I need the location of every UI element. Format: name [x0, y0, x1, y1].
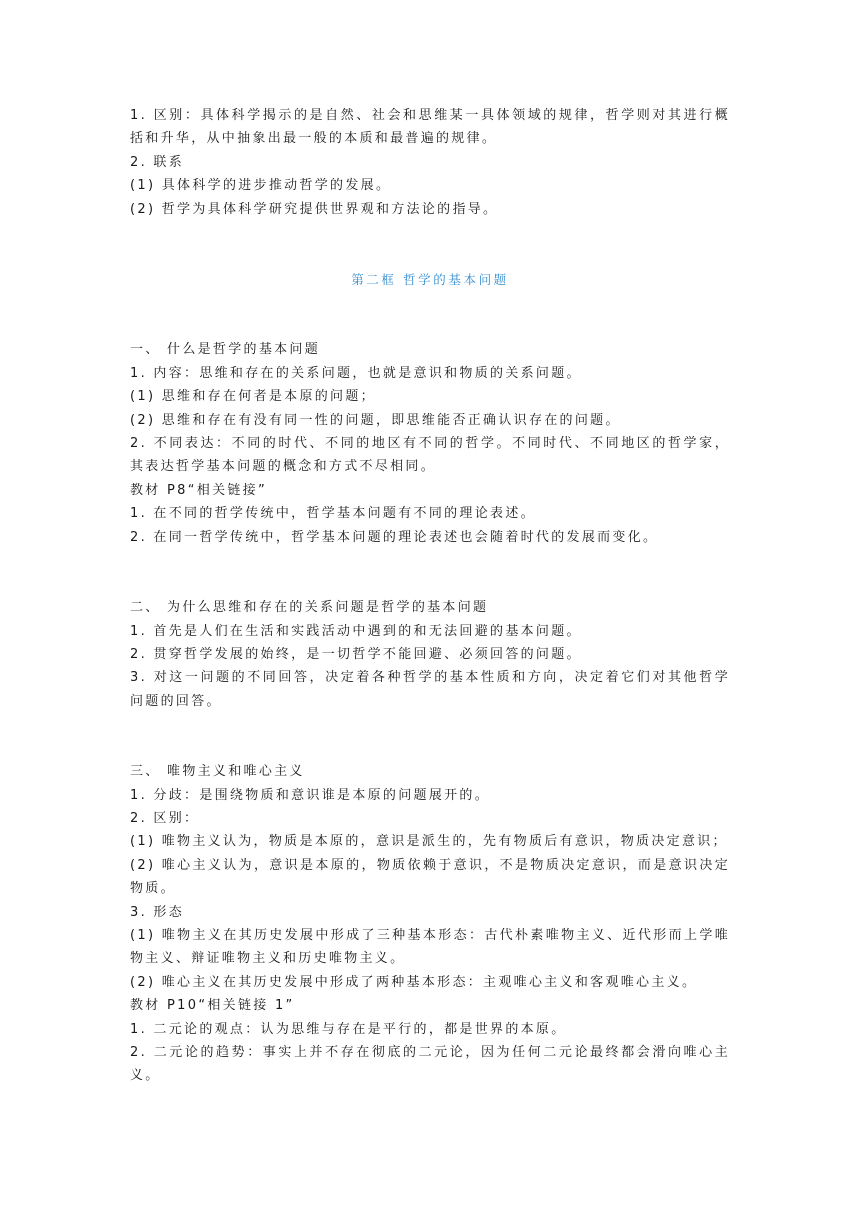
- part-3-line-8: 教材 P10“相关链接 1”: [130, 998, 295, 1014]
- intro-paragraph-4: (2) 哲学为具体科学研究提供世界观和方法论的指导。: [130, 201, 499, 217]
- part-1: [130, 338, 730, 549]
- spacer: [130, 713, 730, 760]
- section-title: 第二框 哲学的基本问题: [351, 272, 509, 288]
- part-1-line-5: 教材 P8“相关链接”: [130, 482, 268, 498]
- part-3-line-10: 2. 二元论的趋势：事实上并不存在彻底的二元论，因为任何二元论最终都会滑向唯心主义。: [130, 1045, 730, 1084]
- part-1-line-4: 2. 不同表达：不同的时代、不同的地区有不同的哲学。不同时代、不同地区的哲学家，其表达哲学基本问题的概念和方式不尽相同。: [130, 436, 730, 475]
- part-3-line-1: 1. 分歧：是围绕物质和意识谁是本原的问题展开的。: [130, 787, 491, 803]
- part-2-line-2: 2. 贯穿哲学发展的始终，是一切哲学不能回避、必须回答的问题。: [130, 646, 582, 662]
- intro-paragraph-2: 2. 联系: [130, 154, 185, 170]
- intro-paragraph-3: (1) 具体科学的进步推动哲学的发展。: [130, 178, 392, 194]
- intro-block: [130, 104, 730, 221]
- part-3-line-5: 3. 形态: [130, 904, 185, 920]
- part-2-heading: 二、 为什么思维和存在的关系问题是哲学的基本问题: [130, 600, 489, 616]
- part-3-line-6: (1) 唯物主义在其历史发展中形成了三种基本形态：古代朴素唯物主义、近代形而上学唯物主义、辩证唯物主义和历史唯物主义。: [130, 927, 730, 967]
- spacer: [130, 221, 730, 268]
- part-1-line-2: (1) 思维和存在何者是本原的问题；: [130, 389, 376, 405]
- spacer: [130, 549, 730, 596]
- spacer: [130, 291, 730, 338]
- part-1-line-3: (2) 思维和存在有没有同一性的问题，即思维能否正确认识存在的问题。: [130, 412, 621, 428]
- document-page: [130, 104, 730, 1088]
- part-3-heading: 三、 唯物主义和唯心主义: [130, 764, 305, 780]
- part-2-line-1: 1. 首先是人们在生活和实践活动中遇到的和无法回避的基本问题。: [130, 623, 582, 639]
- part-3-line-4: (2) 唯心主义认为，意识是本原的，物质依赖于意识，不是物质决定意识，而是意识决定物质。: [130, 857, 730, 897]
- part-3-line-9: 1. 二元论的观点：认为思维与存在是平行的，都是世界的本原。: [130, 1021, 567, 1037]
- part-1-line-6: 1. 在不同的哲学传统中，哲学基本问题有不同的理论表述。: [130, 506, 536, 522]
- part-3-line-2: 2. 区别：: [130, 810, 200, 826]
- part-3-line-7: (2) 唯心主义在其历史发展中形成了两种基本形态：主观唯心主义和客观唯心主义。: [130, 974, 698, 990]
- part-2: [130, 596, 730, 713]
- part-1-line-1: 1. 内容：思维和存在的关系问题，也就是意识和物质的关系问题。: [130, 365, 582, 381]
- intro-paragraph-1: 1. 区别：具体科学揭示的是自然、社会和思维某一具体领域的规律，哲学则对其进行概括和升华，从中抽象出最一般的本质和最普遍的规律。: [130, 108, 730, 147]
- part-1-line-7: 2. 在同一哲学传统中，哲学基本问题的理论表述也会随着时代的发展而变化。: [130, 529, 659, 545]
- part-1-heading: 一、 什么是哲学的基本问题: [130, 342, 321, 358]
- part-2-line-3: 3. 对这一问题的不同回答，决定着各种哲学的基本性质和方向，决定着它们对其他哲学问题的回答。: [130, 670, 730, 709]
- part-3-line-3: (1) 唯物主义认为，物质是本原的，意识是派生的，先有物质后有意识，物质决定意识；: [130, 834, 728, 850]
- part-3: [130, 760, 730, 1088]
